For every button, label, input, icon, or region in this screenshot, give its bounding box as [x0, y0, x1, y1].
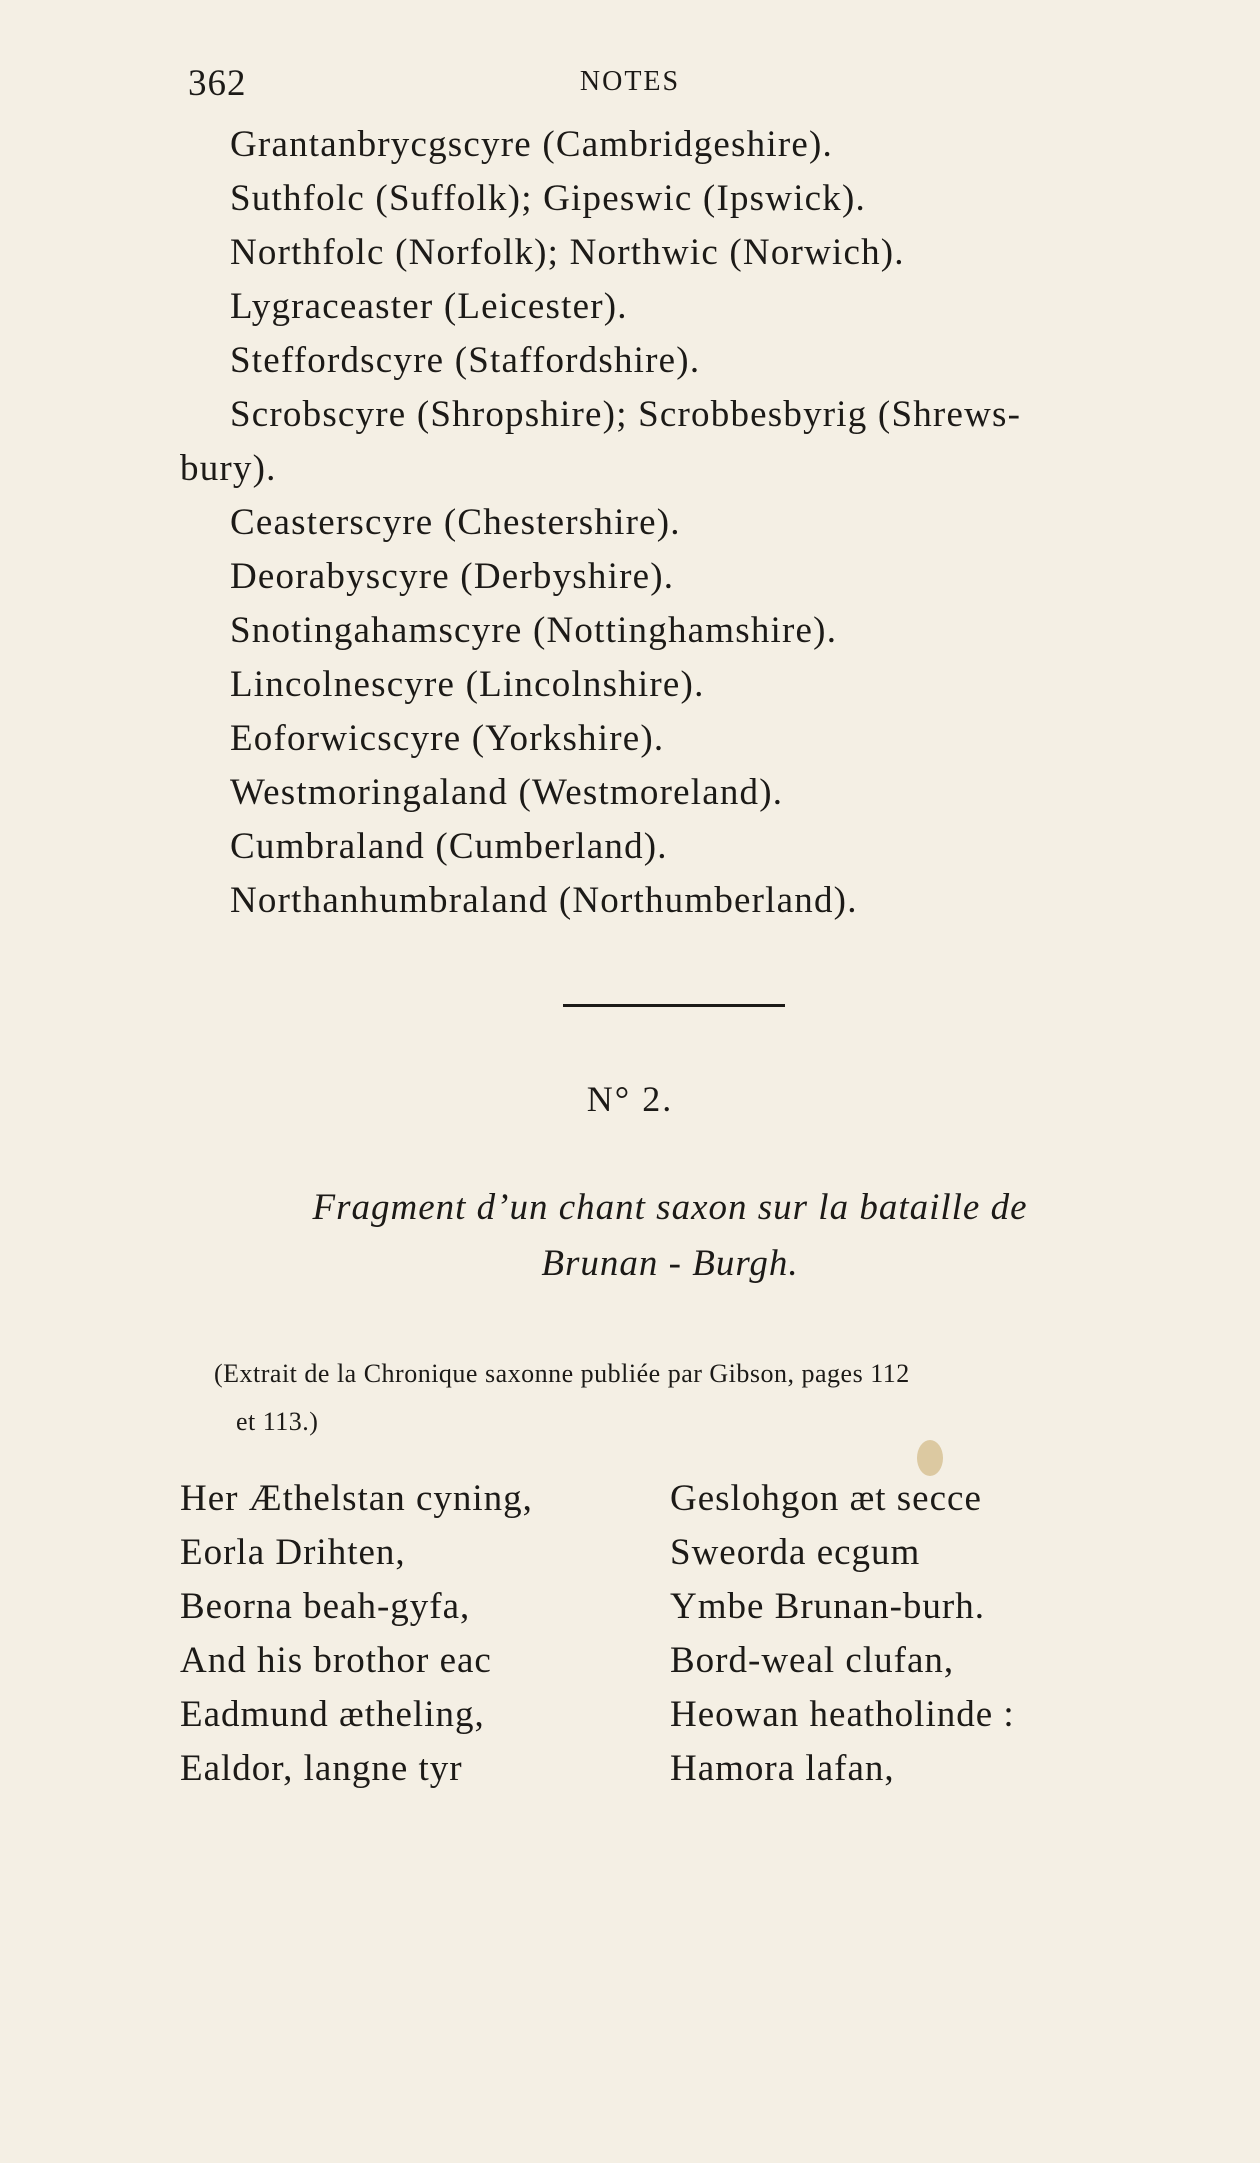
verse-left-half: Eorla Drihten, [180, 1532, 406, 1573]
section-divider [563, 1004, 785, 1007]
county-entry: Westmoringaland (Westmoreland). [230, 772, 784, 813]
verse-left-half: Her Æthelstan cyning, [180, 1478, 533, 1519]
county-entry: Ceasterscyre (Chestershire). [230, 502, 681, 543]
verse-right-half: Sweorda ecgum [670, 1532, 921, 1573]
county-entry: Deorabyscyre (Derbyshire). [230, 556, 675, 597]
paper-stain [917, 1440, 943, 1476]
verse-right-half: Heowan heatholinde : [670, 1694, 1015, 1735]
source-note-line: (Extrait de la Chronique saxonne publiée par Gibson, pages 112 [214, 1359, 910, 1388]
section-title [180, 1180, 1160, 1292]
verse-right-half: Bord-weal clufan, [670, 1640, 955, 1681]
page-number: 362 [188, 63, 247, 104]
verse-line-pair [180, 1688, 1180, 1742]
running-title: NOTES [579, 66, 681, 97]
county-entry: bury). [180, 448, 277, 489]
county-entry: Steffordscyre (Staffordshire). [230, 340, 701, 381]
verse-line-pair [180, 1472, 1180, 1526]
county-entry: Northfolc (Norfolk); Northwic (Norwich). [230, 232, 905, 273]
county-list [180, 118, 1180, 928]
verse-line-pair [180, 1634, 1180, 1688]
county-entry: Lincolnescyre (Lincolnshire). [230, 664, 705, 705]
verse-line-pair [180, 1742, 1180, 1796]
verse-line-pair [180, 1580, 1180, 1634]
source-note-line: et 113.) [236, 1407, 319, 1436]
section-title-line: Brunan - Burgh. [541, 1243, 799, 1284]
verse-block [180, 1472, 1180, 1796]
county-entry: Eoforwicscyre (Yorkshire). [230, 718, 665, 759]
source-note [214, 1350, 1134, 1446]
county-entry: Snotingahamscyre (Nottinghamshire). [230, 610, 838, 651]
verse-left-half: Ealdor, langne tyr [180, 1748, 463, 1789]
county-entry: Grantanbrycgscyre (Cambridgeshire). [230, 124, 833, 165]
verse-right-half: Geslohgon æt secce [670, 1478, 982, 1519]
county-entry: Lygraceaster (Leicester). [230, 286, 628, 327]
verse-right-half: Ymbe Brunan-burh. [670, 1586, 985, 1627]
verse-left-half: And his brothor eac [180, 1640, 492, 1681]
verse-left-half: Eadmund ætheling, [180, 1694, 485, 1735]
verse-right-half: Hamora lafan, [670, 1748, 895, 1789]
county-entry: Suthfolc (Suffolk); Gipeswic (Ipswick). [230, 178, 866, 219]
county-entry: Cumbraland (Cumberland). [230, 826, 668, 867]
verse-line-pair [180, 1526, 1180, 1580]
section-title-line: Fragment d’un chant saxon sur la bataille de [312, 1187, 1028, 1228]
verse-left-half: Beorna beah-gyfa, [180, 1586, 471, 1627]
county-entry: Scrobscyre (Shropshire); Scrobbesbyrig (Shrews- [230, 394, 1022, 435]
section-number: N° 2. [586, 1079, 674, 1119]
county-entry: Northanhumbraland (Northumberland). [230, 880, 858, 921]
